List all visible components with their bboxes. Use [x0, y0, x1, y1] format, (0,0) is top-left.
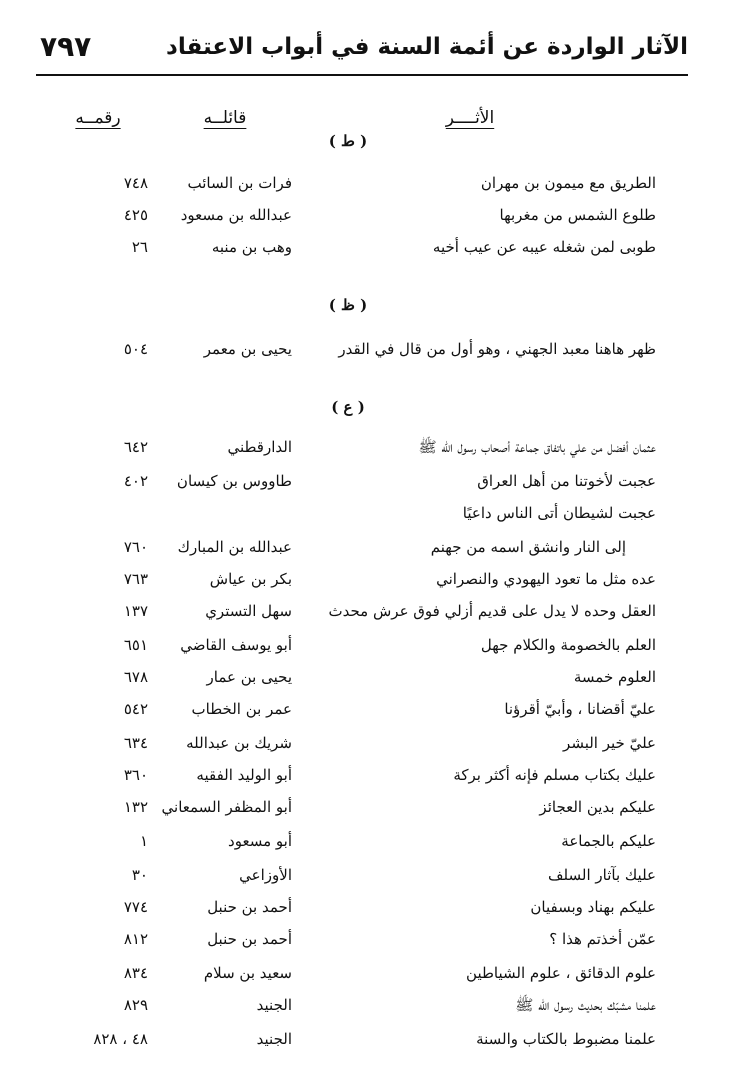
section-letter-ta: ( ط ) — [328, 132, 368, 150]
athar-number: ٣٦٠ — [123, 766, 148, 784]
athar-text: طوبى لمن شغله عيبه عن عيب أخيه — [432, 238, 656, 256]
athar-text: عليّ خير البشر — [563, 734, 656, 752]
table-row — [0, 438, 744, 468]
table-row — [0, 504, 744, 534]
sayer-name: سهل التستري — [205, 602, 292, 620]
athar-number: ٨١٢ — [123, 930, 148, 948]
athar-text: عليكم بهناد وبسفيان — [530, 898, 656, 916]
sayer-name: فرات بن السائب — [187, 174, 292, 192]
athar-text: العقل وحده لا يدل على قديم أزلي فوق عرش محدث — [328, 602, 656, 620]
athar-number: ٦٤٢ — [123, 438, 148, 456]
section-letter-ain: ( ع ) — [331, 398, 365, 416]
sayer-name: وهب بن منبه — [211, 238, 292, 256]
table-row — [0, 538, 744, 568]
athar-text: عليك بكتاب مسلم فإنه أكثر بركة — [453, 766, 656, 784]
athar-number: ٦٣٤ — [123, 734, 148, 752]
athar-number: ٨٢٩ — [123, 996, 148, 1014]
table-row — [0, 996, 744, 1026]
athar-number: ٥٠٤ — [123, 340, 148, 358]
athar-text: عليكم بالجماعة — [561, 832, 656, 850]
table-row — [0, 1030, 744, 1060]
column-header-athar: الأثــــر — [445, 108, 495, 128]
table-row — [0, 964, 744, 994]
athar-text: علوم الدقائق ، علوم الشياطين — [466, 964, 656, 982]
table-row — [0, 472, 744, 502]
table-row — [0, 340, 744, 370]
athar-text: علمنا مشبّك بحديث رسول الله ﷺ — [515, 996, 656, 1014]
athar-number: ١٣٢ — [123, 798, 148, 816]
section-letter-za: ( ظ ) — [328, 296, 368, 314]
athar-text: الطريق مع ميمون بن مهران — [480, 174, 656, 192]
sayer-name: عبدالله بن المبارك — [177, 538, 292, 556]
sayer-name: الدارقطني — [227, 438, 292, 456]
athar-number: ٧٧٤ — [123, 898, 148, 916]
table-row — [0, 668, 744, 698]
table-row — [0, 238, 744, 268]
sayer-name: عمر بن الخطاب — [191, 700, 292, 718]
table-row — [0, 570, 744, 600]
sayer-name: أحمد بن حنبل — [207, 898, 292, 916]
table-row — [0, 174, 744, 204]
table-row — [0, 866, 744, 896]
sayer-name: الجنيد — [256, 996, 292, 1014]
sayer-name: الأوزاعي — [239, 866, 292, 884]
athar-number: ٤٨ ، ٨٢٨ — [93, 1030, 148, 1048]
table-row — [0, 206, 744, 236]
sayer-name: أبو يوسف القاضي — [180, 636, 292, 654]
book-title: الآثار الواردة عن أئمة السنة في أبواب الاعتقاد — [166, 34, 688, 60]
sayer-name: عبدالله بن مسعود — [180, 206, 292, 224]
sayer-name: يحيى بن عمار — [206, 668, 292, 686]
sayer-name: يحيى بن معمر — [203, 340, 292, 358]
sayer-name: أحمد بن حنبل — [207, 930, 292, 948]
sayer-name: أبو المظفر السمعاني — [161, 798, 292, 816]
sayer-name: بكر بن عياش — [209, 570, 292, 588]
page-number: ٧٩٧ — [40, 30, 92, 63]
sayer-name: طاووس بن كيسان — [176, 472, 292, 490]
sayer-name: شريك بن عبدالله — [186, 734, 292, 752]
table-row — [0, 832, 744, 862]
athar-text: طلوع الشمس من مغربها — [499, 206, 656, 224]
athar-text: العلوم خمسة — [573, 668, 656, 686]
column-header-sayer: قائلــه — [203, 108, 247, 128]
athar-text: عجبت لشيطان أتى الناس داعيًا — [462, 504, 656, 522]
athar-number: ١٣٧ — [123, 602, 148, 620]
athar-text: عليك بآثار السلف — [548, 866, 656, 884]
table-row — [0, 766, 744, 796]
column-header-number: رقمــه — [75, 108, 121, 128]
sayer-name: الجنيد — [256, 1030, 292, 1048]
athar-text: عده مثل ما تعود اليهودي والنصراني — [436, 570, 656, 588]
athar-number: ١ — [139, 832, 148, 850]
athar-number: ٧٤٨ — [123, 174, 148, 192]
athar-text: عليكم بدين العجائز — [539, 798, 656, 816]
sayer-name: أبو الوليد الفقيه — [196, 766, 292, 784]
athar-number: ٣٠ — [131, 866, 148, 884]
sayer-name: أبو مسعود — [228, 832, 292, 850]
athar-text: عمّن أخذتم هذا ؟ — [549, 930, 656, 948]
athar-number: ٦٥١ — [123, 636, 148, 654]
athar-text-continuation: إلى النار وانشق اسمه من جهنم — [430, 538, 626, 556]
athar-number: ٨٣٤ — [123, 964, 148, 982]
athar-number: ٢٦ — [131, 238, 148, 256]
athar-number: ٥٤٢ — [123, 700, 148, 718]
table-row — [0, 898, 744, 928]
athar-text: علمنا مضبوط بالكتاب والسنة — [476, 1030, 656, 1048]
athar-text: عثمان أفضل من علي باتفاق جماعة أصحاب رسول الله ﷺ — [418, 438, 656, 456]
athar-number: ٤٢٥ — [123, 206, 148, 224]
athar-number: ٤٠٢ — [123, 472, 148, 490]
athar-text: العلم بالخصومة والكلام جهل — [480, 636, 656, 654]
athar-text: ظهر هاهنا معبد الجهني ، وهو أول من قال في القدر — [338, 340, 656, 358]
sayer-name: سعيد بن سلام — [203, 964, 292, 982]
athar-text: عجبت لأخوتنا من أهل العراق — [477, 472, 656, 490]
athar-number: ٦٧٨ — [123, 668, 148, 686]
table-row — [0, 602, 744, 632]
athar-number: ٧٦٣ — [123, 570, 148, 588]
athar-text: عليّ أقضانا ، وأبيّ أقرؤنا — [504, 700, 656, 718]
running-header — [36, 28, 688, 76]
table-row — [0, 734, 744, 764]
table-row — [0, 798, 744, 828]
table-row — [0, 700, 744, 730]
table-row — [0, 930, 744, 960]
table-row — [0, 636, 744, 666]
athar-number: ٧٦٠ — [123, 538, 148, 556]
